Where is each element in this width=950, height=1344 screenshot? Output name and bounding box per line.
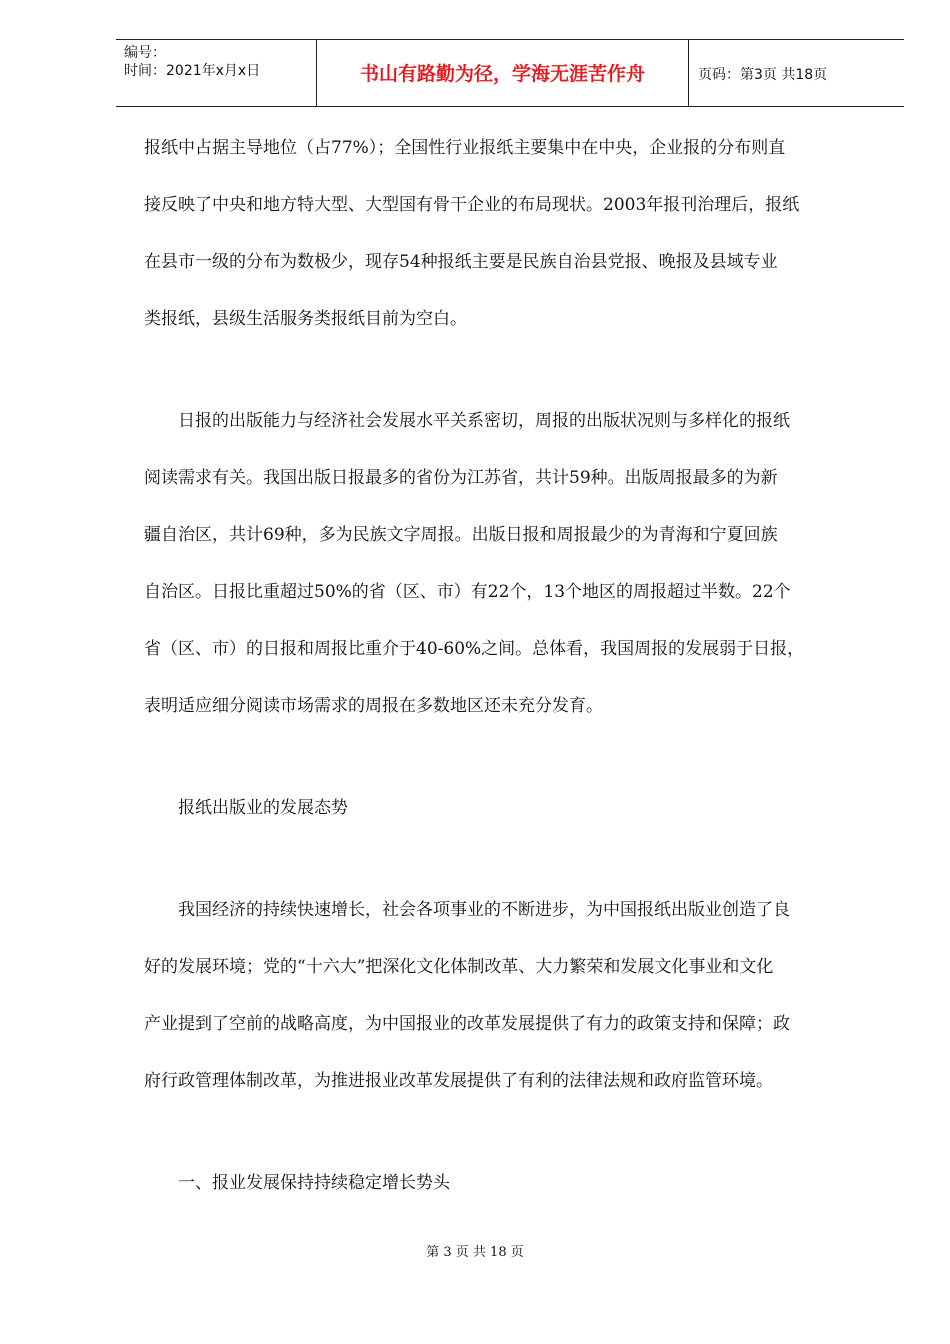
body-line: 日报的出版能力与经济社会发展水平关系密切，周报的出版状况则与多样化的报纸	[144, 411, 790, 431]
document-time-label: 时间：2021年x月x日	[124, 63, 261, 79]
body-line: 自治区。日报比重超过50%的省（区、市）有22个，13个地区的周报超过半数。22个	[144, 582, 791, 602]
header-page-cell	[689, 40, 904, 106]
body-line: 省（区、市）的日报和周报比重介于40-60%之间。总体看，我国周报的发展弱于日报，	[144, 639, 805, 659]
body-line: 阅读需求有关。我国出版日报最多的省份为江苏省，共计59种。出版周报最多的为新	[144, 468, 778, 488]
body-line: 类报纸，县级生活服务类报纸目前为空白。	[144, 309, 467, 329]
section-heading: 报纸出版业的发展态势	[144, 798, 348, 818]
header-page-info: 页码：第3页 共18页	[698, 67, 828, 83]
page-header	[116, 39, 904, 107]
body-line: 在县市一级的分布为数极少，现存54种报纸主要是民族自治县党报、晚报及县域专业	[144, 252, 778, 272]
body-line: 我国经济的持续快速增长，社会各项事业的不断进步，为中国报纸出版业创造了良	[144, 900, 790, 920]
body-line: 产业提到了空前的战略高度，为中国报业的改革发展提供了有力的政策支持和保障；政	[144, 1014, 790, 1034]
body-line: 接反映了中央和地方特大型、大型国有骨干企业的布局现状。2003年报刊治理后，报纸	[144, 195, 800, 215]
page-footer-number: 第 3 页 共 18 页	[426, 1245, 524, 1260]
header-motto-cell	[316, 40, 689, 106]
body-line: 疆自治区，共计69种，多为民族文字周报。出版日报和周报最少的为青海和宁夏回族	[144, 525, 778, 545]
body-line: 好的发展环境；党的“十六大”把深化文化体制改革、大力繁荣和发展文化事业和文化	[144, 957, 774, 977]
body-line: 表明适应细分阅读市场需求的周报在多数地区还未充分发育。	[144, 696, 603, 716]
subsection-heading: 一、报业发展保持持续稳定增长势头	[144, 1173, 450, 1193]
body-line: 报纸中占据主导地位（占77%）；全国性行业报纸主要集中在中央，企业报的分布则直	[144, 138, 786, 158]
document-number-label: 编号：	[124, 45, 166, 61]
header-meta-cell	[116, 40, 316, 106]
body-line: 府行政管理体制改革，为推进报业改革发展提供了有利的法律法规和政府监管环境。	[144, 1071, 773, 1091]
header-motto: 书山有路勤为径，学海无涯苦作舟	[359, 63, 645, 85]
